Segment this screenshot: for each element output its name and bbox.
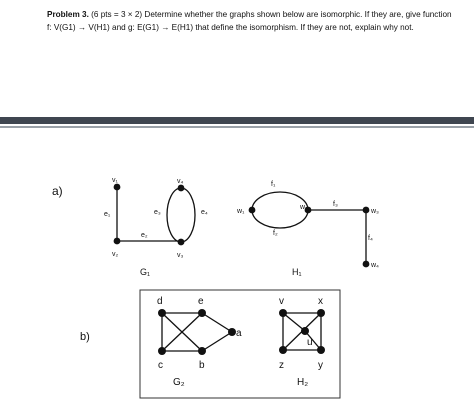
label-e1: e₁ (104, 211, 111, 218)
label-v2: v₂ (112, 251, 119, 258)
label-b: b (199, 360, 205, 371)
label-u: u (307, 337, 313, 348)
label-e3: e₃ (154, 209, 161, 216)
label-c: c (158, 360, 163, 371)
graph-G1-name: G₁ (140, 267, 151, 277)
label-v3: v₃ (177, 252, 184, 259)
vertex-v1 (114, 184, 121, 191)
label-e4: e₄ (201, 209, 208, 216)
label-v4: v₄ (177, 178, 184, 185)
label-e2: e₂ (141, 232, 148, 239)
graph-G1 (104, 177, 208, 277)
graph-H2 (279, 296, 325, 388)
label-w3: w₃ (371, 208, 379, 215)
vertex-w1 (249, 207, 256, 214)
edge-e-a (202, 313, 232, 332)
vertex-u (301, 327, 309, 335)
vertex-w4 (363, 261, 370, 268)
graph-H2-name: H₂ (297, 377, 309, 388)
vertex-a (228, 328, 236, 336)
problem-text: (6 pts = 3 × 2) Determine whether the graphs shown below are isomorphic. If they are, give function f: V(G1) → V(H1) and g: E(G1) → E(H1) that define the isomorphism. If they are not, explain why not. (47, 10, 452, 32)
vertex-e (198, 309, 206, 317)
vertex-c (158, 347, 166, 355)
label-w2: w₂ (300, 204, 308, 211)
vertex-b (198, 347, 206, 355)
label-f1: f₁ (271, 181, 276, 188)
edge-b-a (202, 332, 232, 351)
label-w1: w₁ (237, 208, 245, 215)
vertex-d (158, 309, 166, 317)
edges-e3-e4 (167, 188, 195, 242)
vertex-v (279, 309, 287, 317)
vertex-v2 (114, 238, 121, 245)
label-v: v (279, 296, 284, 307)
label-x: x (318, 296, 323, 307)
label-f3: f₃ (333, 201, 338, 208)
vertex-w3 (363, 207, 370, 214)
vertex-v4 (178, 185, 185, 192)
label-z: z (279, 360, 284, 371)
vertex-x (317, 309, 325, 317)
part-b-label: b) (80, 331, 90, 343)
graph-G2-name: G₂ (173, 377, 185, 388)
graph-H1 (236, 181, 379, 277)
label-f2: f₂ (273, 230, 278, 237)
part-a-label: a) (52, 184, 63, 198)
graph-H1-name: H₁ (292, 267, 302, 277)
vertex-z (279, 346, 287, 354)
graph-G2 (157, 296, 242, 388)
label-f4: f₄ (368, 235, 373, 242)
label-w4: w₄ (371, 262, 379, 269)
vertex-y (317, 346, 325, 354)
problem-number: Problem 3. (47, 10, 89, 19)
label-e: e (198, 296, 204, 307)
vertex-v3 (178, 239, 185, 246)
label-y: y (318, 360, 323, 371)
edge-v-u (283, 313, 305, 331)
label-a: a (236, 328, 242, 339)
label-v1: v₁ (112, 177, 118, 184)
label-d: d (157, 296, 163, 307)
